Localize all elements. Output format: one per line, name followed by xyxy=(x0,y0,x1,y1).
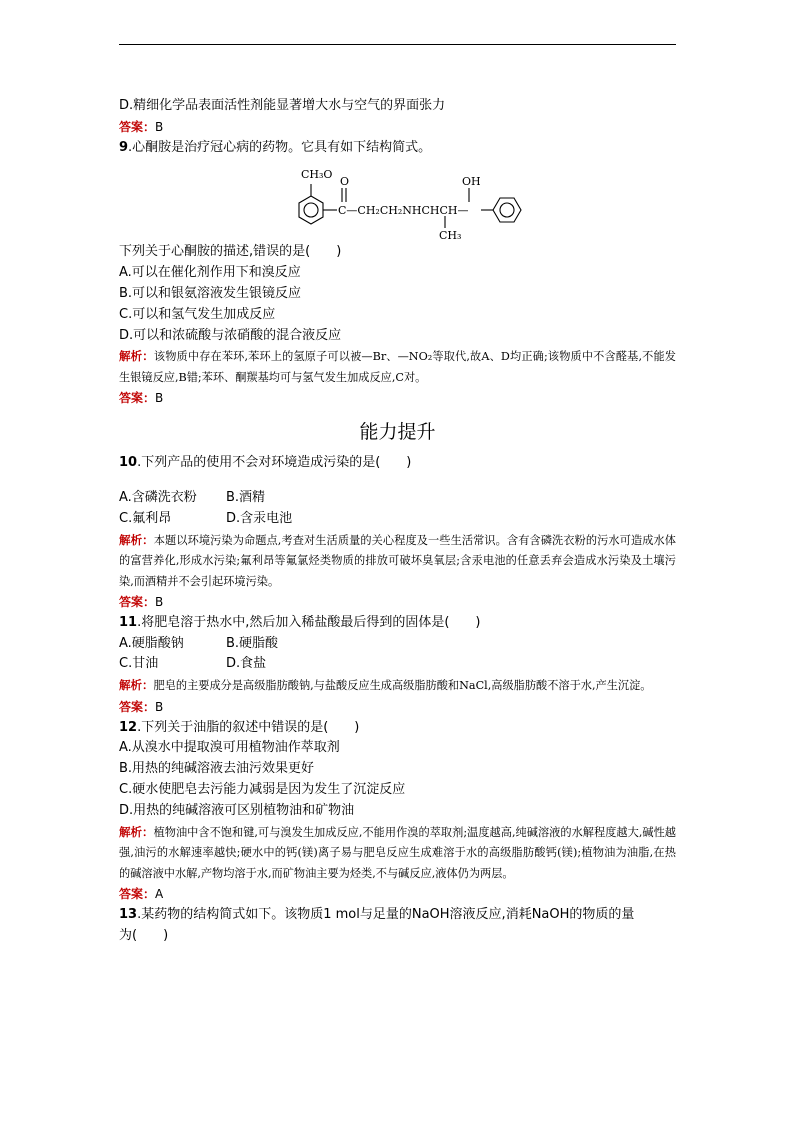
molecule-diagram xyxy=(269,158,649,242)
q11-option-c: C.甘油 xyxy=(119,656,159,672)
q11-option-a: A.硬脂酸钠 xyxy=(119,635,184,651)
analysis-text: 肥皂的主要成分是高级脂肪酸钠,与盐酸反应生成高级脂肪酸和NaCl,高级脂肪酸不溶于水,产生沉淀。 xyxy=(153,679,652,693)
q9-analysis xyxy=(119,346,676,388)
q10-option-c: C.氟利昂 xyxy=(119,510,172,526)
q12-stem: 12.下列关于油脂的叙述中错误的是( ) xyxy=(119,719,360,735)
methyl-label: CH₃ xyxy=(439,229,462,243)
q10-option-a: A.含磷洗衣粉 xyxy=(119,489,197,505)
header-rule xyxy=(119,44,676,45)
q10-options-row2 xyxy=(119,509,676,530)
answer-label: 答案： xyxy=(119,887,156,902)
q10-option-d: D.含汞电池 xyxy=(226,510,293,526)
question-number: 10 xyxy=(119,455,138,471)
answer-label: 答案： xyxy=(119,391,156,406)
analysis-text: 植物油中含不饱和键,可与溴发生加成反应,不能用作溴的萃取剂;温度越高,纯碱溶液的水解程度越大,碱性越强,油污的水解速率越快;硬水中的钙(镁)离子易与肥皂反应生成难溶于水的高级脂肪酸钙(镁);植物油为油脂,在热的碱溶液中水解,产物均溶于水,而矿物油主要为烃类,不与碱反应,液体仍为两层。 xyxy=(119,825,676,880)
analysis-label: 解析： xyxy=(119,349,154,364)
q10-options-row1 xyxy=(119,488,676,509)
q9-option-c: C.可以和氢气发生加成反应 xyxy=(119,306,276,322)
q9-answer xyxy=(119,388,676,409)
q12-option-d: D.用热的纯碱溶液可区别植物油和矿物油 xyxy=(119,802,355,818)
q10-analysis xyxy=(119,530,676,593)
question-number: 13 xyxy=(119,906,138,922)
analysis-label: 解析： xyxy=(119,532,154,547)
q9-question: 下列关于心酮胺的描述,错误的是( ) xyxy=(119,244,342,260)
q8-answer xyxy=(119,117,676,138)
q9-option-d: D.可以和浓硫酸与浓硝酸的混合液反应 xyxy=(119,327,342,343)
benzene-ring-right xyxy=(493,198,521,222)
answer-value: B xyxy=(155,119,164,134)
q9-option-b: B.可以和银氨溶液发生银镜反应 xyxy=(119,285,302,301)
carbonyl-oxygen-label: O xyxy=(340,175,350,189)
q11-options-row1 xyxy=(119,634,676,655)
q13-stem-line2: 为( ) xyxy=(119,927,169,943)
q9-option-a: A.可以在催化剂作用下和溴反应 xyxy=(119,265,301,281)
main-chain-label: C—CH₂CH₂NHCHCH— xyxy=(338,204,469,218)
answer-label: 答案： xyxy=(119,699,156,714)
hydroxyl-label: OH xyxy=(462,175,481,189)
q11-options-row2 xyxy=(119,654,676,675)
q11-analysis xyxy=(119,675,676,697)
question-number: 9 xyxy=(119,139,129,155)
aromatic-circle-left xyxy=(304,203,318,217)
q12-option-a: A.从溴水中提取溴可用植物油作萃取剂 xyxy=(119,740,340,756)
q13-stem: 13.某药物的结构简式如下。该物质1 mol与足量的NaOH溶液反应,消耗NaOH的物质的量 xyxy=(119,906,635,922)
analysis-text: 该物质中存在苯环,苯环上的氢原子可以被—Br、—NO₂等取代,故A、D均正确;该物质中不含醛基,不能发生银镜反应,B错;苯环、酮羰基均可与氢气发生加成反应,C对。 xyxy=(119,350,676,384)
analysis-text: 本题以环境污染为命题点,考查对生活质量的关心程度及一些生活常识。含有含磷洗衣粉的污水可造成水体的富营养化,形成水污染;氟利昂等氟氯烃类物质的排放可破坏臭氧层;含汞电池的任意丢弃会造成水污染及土壤污染,而酒精并不会引起环境污染。 xyxy=(119,533,676,588)
benzene-ring-left xyxy=(299,196,323,224)
section-title: 能力提升 xyxy=(359,421,436,444)
q12-option-c: C.硬水使肥皂去污能力减弱是因为发生了沉淀反应 xyxy=(119,781,406,797)
document-body xyxy=(119,96,676,946)
q10-answer xyxy=(119,592,676,613)
question-number: 12 xyxy=(119,719,138,735)
question-number: 11 xyxy=(119,614,138,630)
analysis-label: 解析： xyxy=(119,678,154,693)
analysis-label: 解析： xyxy=(119,824,154,839)
q10-option-b: B.酒精 xyxy=(226,489,266,505)
answer-value: B xyxy=(155,699,164,714)
q11-option-b: B.硬脂酸 xyxy=(226,635,279,651)
q10-stem: 10.下列产品的使用不会对环境造成污染的是( ) xyxy=(119,455,412,471)
q9-stem: 9.心酮胺是治疗冠心病的药物。它具有如下结构简式。 xyxy=(119,139,432,155)
answer-value: B xyxy=(155,595,164,610)
aromatic-circle-right xyxy=(500,203,514,217)
answer-value: B xyxy=(155,391,164,406)
answer-value: A xyxy=(155,887,164,902)
answer-label: 答案： xyxy=(119,119,156,134)
q9-structure-formula xyxy=(119,158,676,242)
q12-option-b: B.用热的纯碱溶液去油污效果更好 xyxy=(119,761,315,777)
methoxy-label: CH₃O xyxy=(301,168,333,182)
q12-answer xyxy=(119,884,676,905)
q12-analysis xyxy=(119,822,676,885)
answer-label: 答案： xyxy=(119,595,156,610)
q11-answer xyxy=(119,697,676,718)
q11-stem: 11.将肥皂溶于热水中,然后加入稀盐酸最后得到的固体是( ) xyxy=(119,614,481,630)
q11-option-d: D.食盐 xyxy=(226,656,267,672)
q8-option-d: D.精细化学品表面活性剂能显著增大水与空气的界面张力 xyxy=(119,98,446,113)
